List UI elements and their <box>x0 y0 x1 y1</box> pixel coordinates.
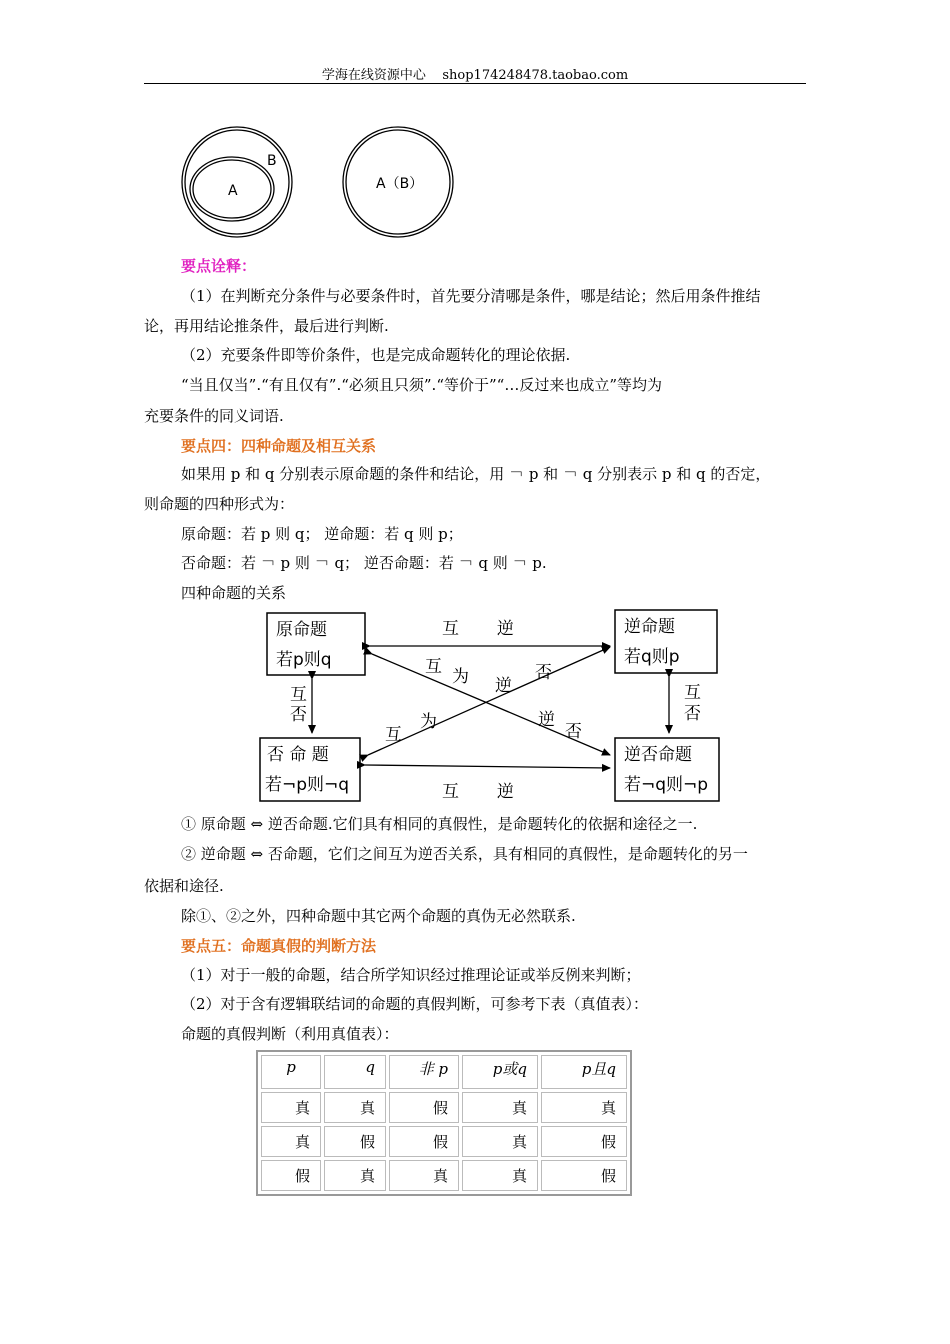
diag2-char-2: 为 <box>420 712 437 732</box>
section4-intro-b: 则命题的四种形式为： <box>144 495 295 513</box>
section4-title: 要点四：四种命题及相互关系 <box>181 437 377 455</box>
venn-equal <box>343 127 453 237</box>
neg-form: 若¬p则¬q <box>265 775 350 795</box>
notes-p3a: “当且仅当”.“有且仅有”.“必须且只须”.“等价于”“…反过来也成立”等均为 <box>181 376 662 394</box>
notes-title: 要点诠释： <box>181 257 257 275</box>
section5-p2: （2）对于含有逻辑联结词的命题的真假判断，可参考下表（真值表）： <box>181 995 649 1013</box>
label-left-1: 互 <box>290 685 307 705</box>
notes-p1a: （1）在判断充分条件与必要条件时，首先要分清哪是条件，哪是结论；然后用条件推结 <box>181 287 761 305</box>
table-row <box>261 1160 627 1191</box>
venn-diagrams <box>170 120 470 250</box>
venn-label-a: A <box>228 183 238 199</box>
page-header <box>0 64 950 83</box>
notes-p2: （2）充要条件即等价条件，也是完成命题转化的理论依据. <box>181 346 571 364</box>
diag1-char-2: 为 <box>452 667 469 687</box>
section4-relation-label: 四种命题的关系 <box>181 584 287 602</box>
header-shop: shop174248478.taobao.com <box>442 68 629 83</box>
table-cell: 真 <box>462 1160 538 1191</box>
contra-form: 若¬q则¬p <box>624 775 709 795</box>
section5-p1: （1）对于一般的命题，结合所学知识经过推理论证或举反例来判断； <box>181 966 641 984</box>
header-site: 学海在线资源中心 <box>321 68 426 83</box>
conclusion-2a: ② 逆命题 ⇔ 否命题，它们之间互为逆否关系，具有相同的真假性，是命题转化的另一 <box>181 845 748 863</box>
venn-subset <box>182 127 292 237</box>
table-cell: 真 <box>389 1160 459 1191</box>
table-cell: 真 <box>261 1126 321 1157</box>
label-right-1: 互 <box>684 683 701 703</box>
th-p-and-q: p且q <box>541 1055 627 1089</box>
conclusion-1: ① 原命题 ⇔ 逆否命题.它们具有相同的真假性，是命题转化的依据和途径之一. <box>181 815 698 833</box>
label-bottom: 互 逆 <box>442 782 514 802</box>
table-cell: 真 <box>261 1092 321 1123</box>
propositions-diagram <box>250 605 730 810</box>
label-top: 互 逆 <box>442 619 514 639</box>
table-cell: 真 <box>541 1092 627 1123</box>
conclusion-3: 除①、②之外，四种命题中其它两个命题的真伪无必然联系. <box>181 907 576 925</box>
th-p: p <box>261 1055 321 1089</box>
section4-forms1: 原命题：若 p 则 q； 逆命题：若 q 则 p； <box>181 525 463 543</box>
table-cell: 假 <box>541 1126 627 1157</box>
truth-table-caption: 命题的真假判断（利用真值表）： <box>181 1025 399 1043</box>
th-not-p: 非 p <box>389 1055 459 1089</box>
th-q: q <box>324 1055 386 1089</box>
table-cell: 假 <box>389 1092 459 1123</box>
diag2-char-1: 互 <box>385 725 402 745</box>
diag1-char-3: 逆 <box>495 676 512 696</box>
table-cell: 假 <box>541 1160 627 1191</box>
orig-title: 原命题 <box>276 620 327 640</box>
th-p-or-q: p或q <box>462 1055 538 1089</box>
diag2-char-4: 否 <box>565 722 582 742</box>
label-right-2: 否 <box>684 704 701 724</box>
truth-table <box>256 1050 632 1196</box>
table-cell: 真 <box>324 1092 386 1123</box>
section4-forms2: 否命题：若 ￢ p 则 ￢ q； 逆否命题：若 ￢ q 则 ￢ p. <box>181 554 547 572</box>
section4-intro-a: 如果用 p 和 q 分别表示原命题的条件和结论，用 ￢ p 和 ￢ q 分别表示 p 和 q 的否定， <box>181 465 771 483</box>
arrow-bottom <box>365 765 610 768</box>
label-left-2: 否 <box>290 705 307 725</box>
diag1-char-1: 互 <box>425 657 442 677</box>
orig-form: 若p则q <box>276 650 332 670</box>
notes-p3b: 充要条件的同义词语. <box>144 407 284 425</box>
diag2-char-3: 逆 <box>538 710 555 730</box>
conv-form: 若q则p <box>624 647 680 667</box>
venn-label-b: B <box>267 153 277 169</box>
contra-title: 逆否命题 <box>624 745 692 765</box>
neg-title: 否 命 题 <box>267 745 329 765</box>
table-row <box>261 1092 627 1123</box>
table-cell: 假 <box>389 1126 459 1157</box>
notes-p1b: 论，再用结论推条件，最后进行判断. <box>144 317 389 335</box>
diag1-char-4: 否 <box>535 663 552 683</box>
conclusion-2b: 依据和途径. <box>144 877 224 895</box>
table-cell: 真 <box>462 1092 538 1123</box>
table-row <box>261 1126 627 1157</box>
table-cell: 真 <box>324 1160 386 1191</box>
section5-title: 要点五：命题真假的判断方法 <box>181 937 377 955</box>
truth-table-header-row <box>261 1055 627 1089</box>
table-cell: 真 <box>462 1126 538 1157</box>
table-cell: 假 <box>324 1126 386 1157</box>
header-rule <box>144 83 806 84</box>
conv-title: 逆命题 <box>624 617 675 637</box>
table-cell: 假 <box>261 1160 321 1191</box>
venn-label-ab: A（B） <box>376 176 424 192</box>
